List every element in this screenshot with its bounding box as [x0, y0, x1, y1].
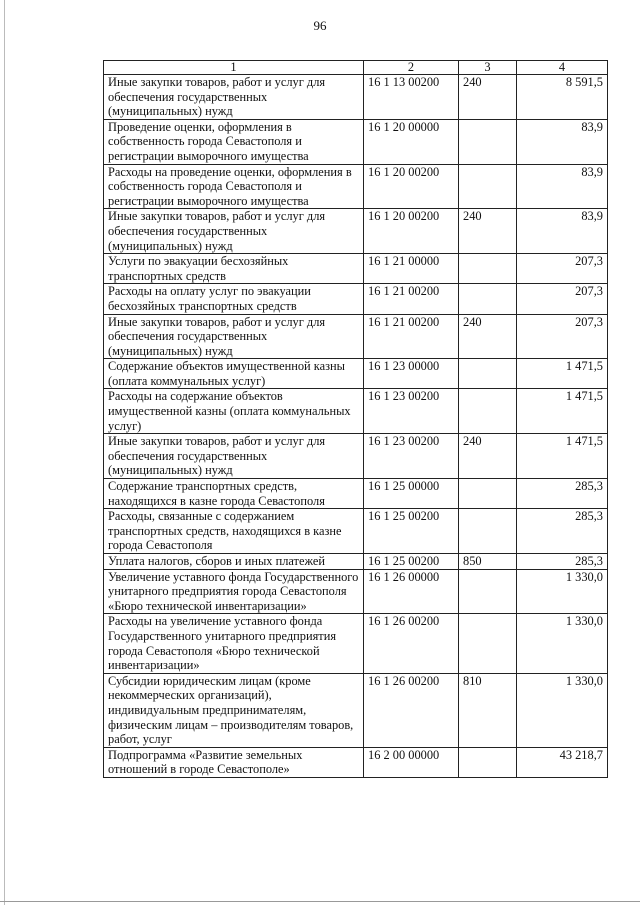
- cell-name: Иные закупки товаров, работ и услуг для обеспечения государственных (муниципальных) нужд: [104, 314, 364, 359]
- cell-expense-kind: 240: [459, 434, 517, 479]
- cell-expense-kind: [459, 747, 517, 777]
- cell-code: 16 1 26 00000: [364, 569, 459, 614]
- cell-code: 16 1 23 00200: [364, 434, 459, 479]
- cell-code: 16 1 20 00200: [364, 209, 459, 254]
- cell-amount: 285,3: [517, 479, 608, 509]
- table-row: [104, 554, 608, 570]
- table-row: [104, 164, 608, 209]
- cell-name: Иные закупки товаров, работ и услуг для обеспечения государственных (муниципальных) нужд: [104, 434, 364, 479]
- cell-expense-kind: 240: [459, 75, 517, 120]
- cell-name: Расходы, связанные с содержанием транспортных средств, находящихся в казне города Севастополя: [104, 509, 364, 554]
- cell-name: Расходы на оплату услуг по эвакуации бесхозяйных транспортных средств: [104, 284, 364, 314]
- table-row: [104, 434, 608, 479]
- column-header-4: 4: [517, 61, 608, 75]
- cell-name: Иные закупки товаров, работ и услуг для обеспечения государственных (муниципальных) нужд: [104, 75, 364, 120]
- table-row: [104, 673, 608, 747]
- cell-amount: 1 330,0: [517, 569, 608, 614]
- table-row: [104, 284, 608, 314]
- cell-amount: 43 218,7: [517, 747, 608, 777]
- table-row: [104, 254, 608, 284]
- cell-code: 16 1 25 00000: [364, 479, 459, 509]
- scan-margin-line: [4, 0, 5, 905]
- cell-expense-kind: [459, 164, 517, 209]
- cell-name: Расходы на проведение оценки, оформления в собственность города Севастополя и регистрации выморочного имущества: [104, 164, 364, 209]
- cell-code: 16 1 20 00200: [364, 164, 459, 209]
- cell-name: Содержание транспортных средств, находящихся в казне города Севастополя: [104, 479, 364, 509]
- cell-code: 16 1 21 00000: [364, 254, 459, 284]
- cell-amount: 1 471,5: [517, 434, 608, 479]
- cell-expense-kind: [459, 569, 517, 614]
- scan-bottom-line: [0, 901, 640, 902]
- budget-table: [103, 60, 608, 778]
- cell-name: Расходы на содержание объектов имущественной казны (оплата коммунальных услуг): [104, 389, 364, 434]
- cell-expense-kind: 240: [459, 209, 517, 254]
- cell-expense-kind: [459, 614, 517, 673]
- cell-name: Проведение оценки, оформления в собственность города Севастополя и регистрации выморочного имущества: [104, 119, 364, 164]
- cell-name: Содержание объектов имущественной казны (оплата коммунальных услуг): [104, 359, 364, 389]
- cell-amount: 1 330,0: [517, 673, 608, 747]
- table-row: [104, 509, 608, 554]
- column-header-3: 3: [459, 61, 517, 75]
- cell-expense-kind: [459, 119, 517, 164]
- table-row: [104, 119, 608, 164]
- column-header-1: 1: [104, 61, 364, 75]
- cell-expense-kind: 810: [459, 673, 517, 747]
- cell-amount: 207,3: [517, 284, 608, 314]
- column-header-2: 2: [364, 61, 459, 75]
- cell-expense-kind: 850: [459, 554, 517, 570]
- table-row: [104, 747, 608, 777]
- cell-expense-kind: [459, 359, 517, 389]
- cell-amount: 83,9: [517, 119, 608, 164]
- cell-code: 16 1 21 00200: [364, 284, 459, 314]
- page-number: 96: [313, 18, 327, 33]
- cell-expense-kind: [459, 254, 517, 284]
- table-row: [104, 75, 608, 120]
- cell-code: 16 1 25 00200: [364, 509, 459, 554]
- cell-expense-kind: [459, 284, 517, 314]
- table-row: [104, 569, 608, 614]
- cell-code: 16 1 21 00200: [364, 314, 459, 359]
- cell-amount: 1 471,5: [517, 389, 608, 434]
- cell-expense-kind: [459, 509, 517, 554]
- table-row: [104, 314, 608, 359]
- cell-code: 16 1 23 00200: [364, 389, 459, 434]
- cell-name: Подпрограмма «Развитие земельных отношений в городе Севастополе»: [104, 747, 364, 777]
- cell-amount: 8 591,5: [517, 75, 608, 120]
- cell-amount: 83,9: [517, 164, 608, 209]
- cell-code: 16 1 20 00000: [364, 119, 459, 164]
- cell-name: Уплата налогов, сборов и иных платежей: [104, 554, 364, 570]
- cell-amount: 1 471,5: [517, 359, 608, 389]
- cell-code: 16 1 26 00200: [364, 614, 459, 673]
- cell-name: Увеличение уставного фонда Государственного унитарного предприятия города Севастополя «Бюро технической инвентаризации»: [104, 569, 364, 614]
- cell-amount: 285,3: [517, 554, 608, 570]
- cell-expense-kind: [459, 389, 517, 434]
- table-row: [104, 359, 608, 389]
- cell-code: 16 2 00 00000: [364, 747, 459, 777]
- cell-amount: 1 330,0: [517, 614, 608, 673]
- cell-code: 16 1 26 00200: [364, 673, 459, 747]
- cell-amount: 285,3: [517, 509, 608, 554]
- cell-code: 16 1 25 00200: [364, 554, 459, 570]
- table-row: [104, 614, 608, 673]
- cell-name: Иные закупки товаров, работ и услуг для обеспечения государственных (муниципальных) нужд: [104, 209, 364, 254]
- table-row: [104, 389, 608, 434]
- cell-name: Расходы на увеличение уставного фонда Государственного унитарного предприятия города Севастополя «Бюро технической инвентаризации»: [104, 614, 364, 673]
- cell-code: 16 1 23 00000: [364, 359, 459, 389]
- cell-amount: 207,3: [517, 314, 608, 359]
- cell-name: Услуги по эвакуации бесхозяйных транспортных средств: [104, 254, 364, 284]
- cell-code: 16 1 13 00200: [364, 75, 459, 120]
- cell-name: Субсидии юридическим лицам (кроме некоммерческих организаций), индивидуальным предпринимателям, физическим лицам – производителям товаров, работ, услуг: [104, 673, 364, 747]
- cell-expense-kind: 240: [459, 314, 517, 359]
- cell-expense-kind: [459, 479, 517, 509]
- cell-amount: 83,9: [517, 209, 608, 254]
- table-body: [104, 75, 608, 778]
- table-row: [104, 209, 608, 254]
- header-row: [104, 61, 608, 75]
- table-row: [104, 479, 608, 509]
- cell-amount: 207,3: [517, 254, 608, 284]
